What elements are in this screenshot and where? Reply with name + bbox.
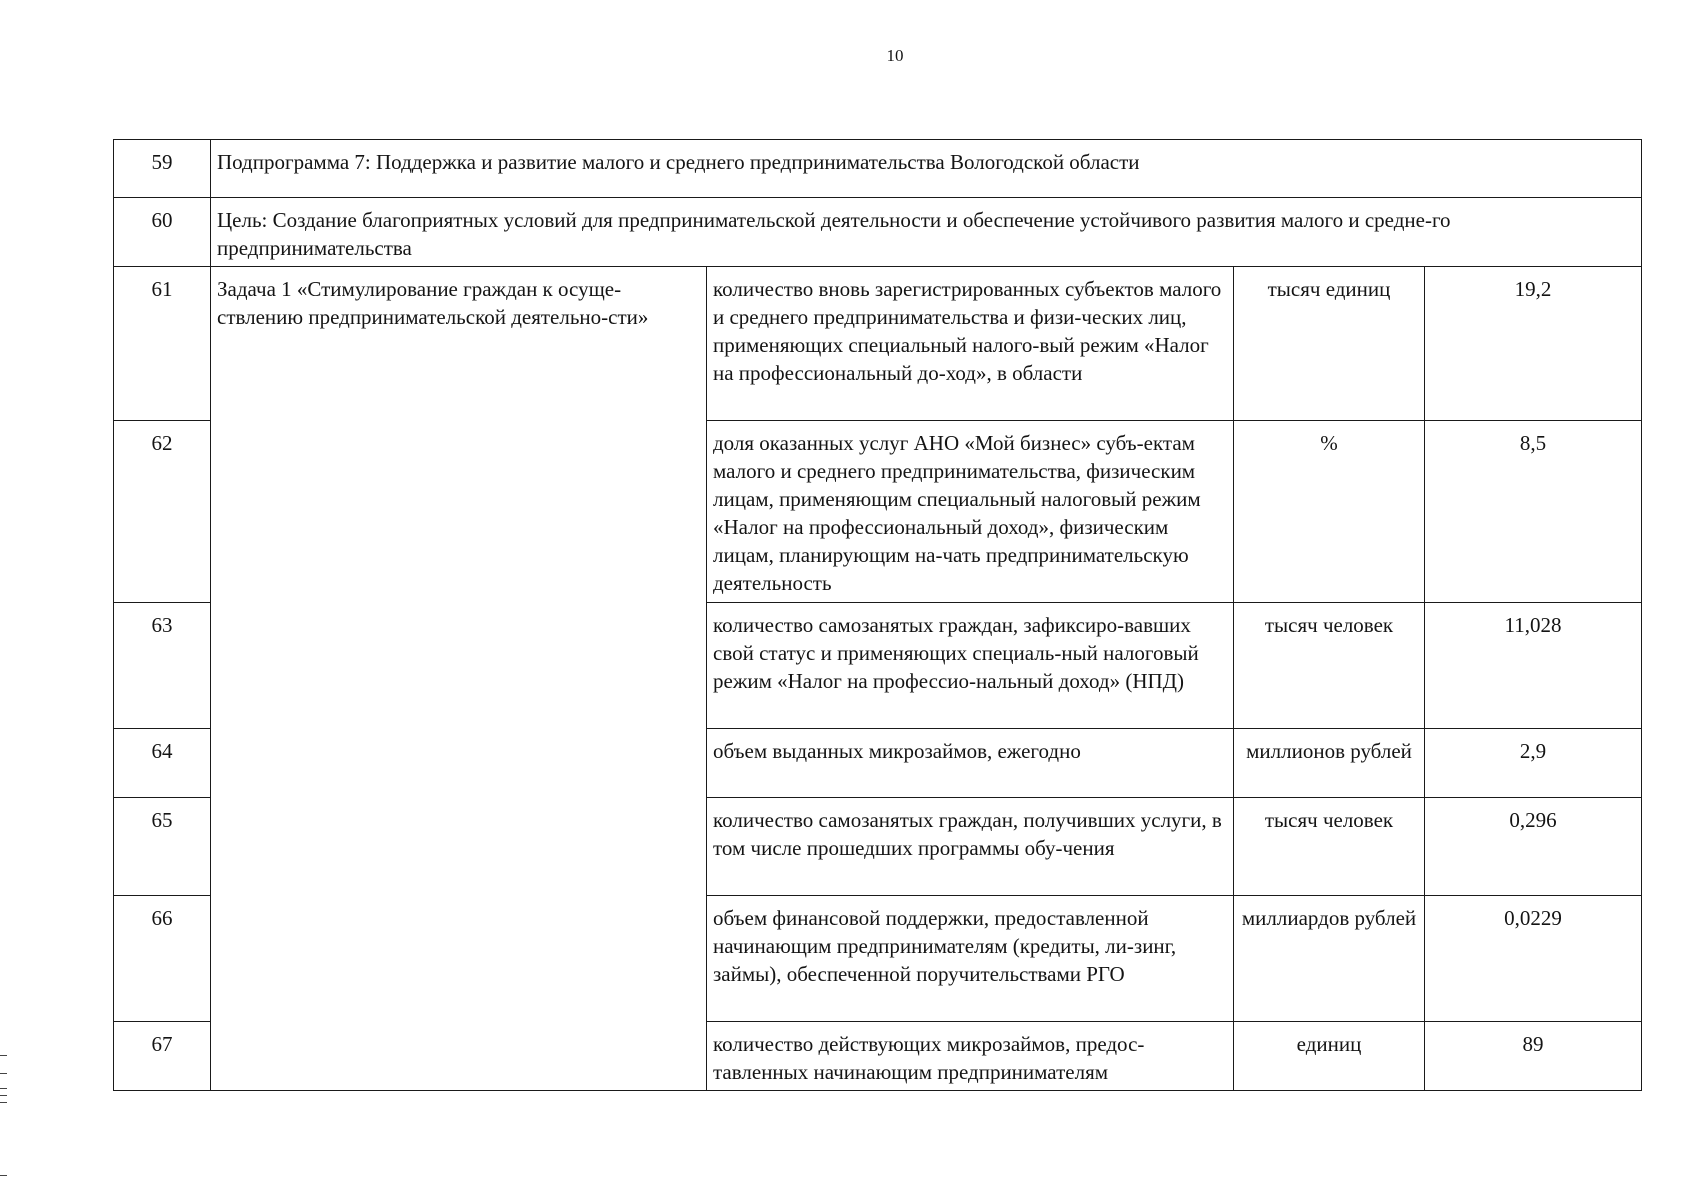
task-cell: Задача 1 «Стимулирование граждан к осуще-ствлению предпринимательской деятельно-сти» xyxy=(211,267,707,1091)
goal-text: Цель: Создание благоприятных условий для предпринимательской деятельности и обеспечение устойчивого развития малого и средне-го предпринимательства xyxy=(211,198,1642,267)
value-cell: 8,5 xyxy=(1425,421,1642,603)
indicator-cell: количество самозанятых граждан, зафиксиро-вавших свой статус и применяющих специаль-ный налоговый режим «Налог на профессио-нальный доход» (НПД) xyxy=(707,603,1234,729)
unit-cell: тысяч человек xyxy=(1234,798,1425,896)
value-cell: 89 xyxy=(1425,1022,1642,1091)
row-number: 64 xyxy=(114,729,211,798)
indicator-cell: доля оказанных услуг АНО «Мой бизнес» субъ-ектам малого и среднего предпринимательства, физическим лицам, применяющим специальный налоговый режим «Налог на профессиональный доход», физическим лицам, планирующим на-чать предпринимательскую деятельность xyxy=(707,421,1234,603)
value-cell: 0,0229 xyxy=(1425,896,1642,1022)
table-row-goal xyxy=(114,198,1642,267)
unit-cell: единиц xyxy=(1234,1022,1425,1091)
unit-cell: тысяч единиц xyxy=(1234,267,1425,421)
value-cell: 19,2 xyxy=(1425,267,1642,421)
row-number: 65 xyxy=(114,798,211,896)
unit-cell: миллионов рублей xyxy=(1234,729,1425,798)
row-number: 62 xyxy=(114,421,211,603)
subprogram-title: Подпрограмма 7: Поддержка и развитие малого и среднего предпринимательства Вологодской области xyxy=(211,140,1642,198)
table-row xyxy=(114,267,1642,421)
unit-cell: тысяч человек xyxy=(1234,603,1425,729)
row-number: 66 xyxy=(114,896,211,1022)
unit-cell: миллиардов рублей xyxy=(1234,896,1425,1022)
page-number: 10 xyxy=(886,46,904,65)
indicator-cell: количество самозанятых граждан, получивших услуги, в том числе прошедших программы обу-чения xyxy=(707,798,1234,896)
indicator-cell: количество вновь зарегистрированных субъектов малого и среднего предпринимательства и физи-ческих лиц, применяющих специальный налого-вый режим «Налог на профессиональный до-ход», в области xyxy=(707,267,1234,421)
table-row-subprogram xyxy=(114,140,1642,198)
row-number: 60 xyxy=(114,198,211,267)
indicators-table xyxy=(113,139,1642,1091)
indicator-cell: количество действующих микрозаймов, предос-тавленных начинающим предпринимателям xyxy=(707,1022,1234,1091)
row-number: 63 xyxy=(114,603,211,729)
scan-edge-marks xyxy=(0,1055,8,1185)
value-cell: 11,028 xyxy=(1425,603,1642,729)
indicator-cell: объем выданных микрозаймов, ежегодно xyxy=(707,729,1234,798)
row-number: 59 xyxy=(114,140,211,198)
row-number: 67 xyxy=(114,1022,211,1091)
value-cell: 0,296 xyxy=(1425,798,1642,896)
indicator-cell: объем финансовой поддержки, предоставленной начинающим предпринимателям (кредиты, ли-зинг, займы), обеспеченной поручительствами РГО xyxy=(707,896,1234,1022)
unit-cell: % xyxy=(1234,421,1425,603)
row-number: 61 xyxy=(114,267,211,421)
value-cell: 2,9 xyxy=(1425,729,1642,798)
